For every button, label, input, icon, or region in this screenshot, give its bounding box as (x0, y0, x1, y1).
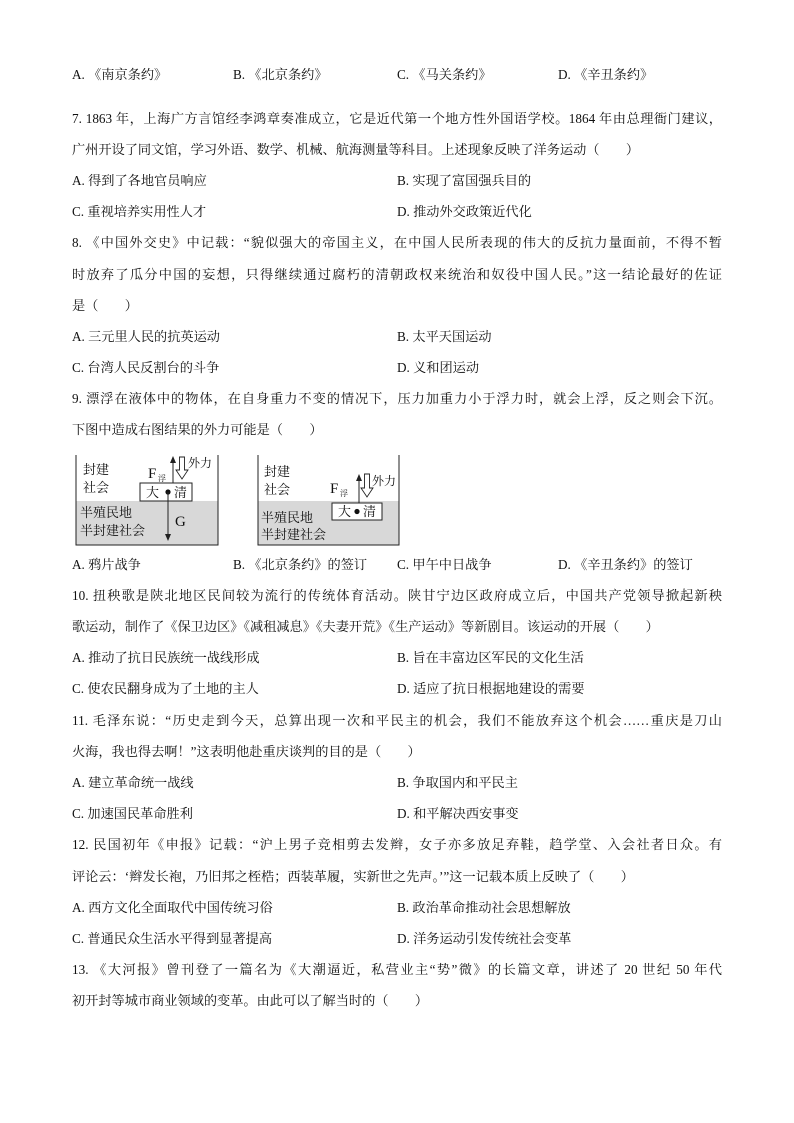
options-row (72, 767, 722, 798)
option-a: A. 鸦片战争 (72, 556, 141, 572)
option-d: D. 洋务运动引发传统社会变革 (397, 930, 572, 946)
option-c: C. 《马关条约》 (397, 67, 492, 83)
buoyancy-arrowhead (356, 474, 362, 481)
option-c: C. 普通民众生活水平得到显著提高 (72, 930, 273, 946)
option-d: D. 和平解决西安事变 (397, 806, 519, 822)
question-stem-line: 11. 毛泽东说：“历史走到今天，总算出现一次和平民主的机会，我们不能放弃这个机会……重庆是刀山 (72, 712, 722, 728)
top-label-line: 社会 (264, 482, 291, 498)
option-b: B. 太平天国运动 (397, 328, 492, 344)
option-a: A. 西方文化全面取代中国传统习俗 (72, 899, 273, 915)
option-a: A. 三元里人民的抗英运动 (72, 328, 220, 344)
option-c: C. 加速国民革命胜利 (72, 806, 193, 822)
options-row (72, 352, 722, 383)
question-stem-line: 初开封等城市商业领域的变革。由此可以了解当时的（ ） (72, 993, 429, 1009)
buoyancy-arrowhead (170, 456, 176, 463)
option-c: C. 甲午中日战争 (397, 556, 492, 572)
option-a: A. 建立革命统一战线 (72, 774, 194, 790)
option-d: D. 《辛丑条约》的签订 (558, 556, 693, 572)
options-row (72, 165, 722, 196)
bottom-label-line: 半封建社会 (80, 523, 146, 539)
question-8 (72, 227, 722, 383)
option-a: A. 推动了抗日民族统一战线形成 (72, 650, 260, 666)
question-stem-line: 12. 民国初年《申报》记载：“沪上男子竞相剪去发辫，女子亦多放足弃鞋，趋学堂、入会社者日众。有 (72, 837, 722, 853)
question-stem-line: 9. 漂浮在液体中的物体，在自身重力不变的情况下，压力加重力小于浮力时，就会上浮，反之则会下沉。 (72, 391, 722, 407)
option-b: B. 政治革命推动社会思想解放 (397, 899, 571, 915)
question-7 (72, 103, 722, 228)
options-row (72, 923, 722, 954)
exam-content (72, 59, 722, 1016)
question-stem-line: 7. 1863 年，上海广方言馆经李鸿章奏准成立，它是近代第一个地方性外国语学校。1864 年由总理衙门建议， (72, 110, 722, 126)
box-label-left: 大 (146, 485, 160, 501)
buoyancy-label: F (148, 466, 157, 483)
options-row (72, 549, 722, 580)
question-stem-line: 下图中造成右图结果的外力可能是（ ） (72, 422, 323, 438)
diagram-right (257, 455, 403, 547)
options-row (72, 321, 722, 352)
top-label-line: 封建 (264, 464, 291, 480)
option-d: D. 义和团运动 (397, 360, 480, 376)
option-a: A. 得到了各地官员响应 (72, 172, 207, 188)
question-stem-line: 评论云：‘辫发长袍，乃旧邦之桎梏；西装革履，实新世之先声。’”这一记载本质上反映了（ ） (72, 868, 634, 884)
buoyancy-subscript: 浮 (158, 474, 166, 484)
option-b: B. 争取国内和平民主 (397, 774, 518, 790)
option-b: B. 《北京条约》的签订 (233, 556, 368, 572)
options-row (72, 642, 722, 673)
question-9 (72, 383, 722, 580)
question-stem-line: 8. 《中国外交史》中记载：“貌似强大的帝国主义，在中国人民所表现的伟大的反抗力量面前，不得不暂 (72, 235, 722, 251)
question-stem-line: 10. 扭秧歌是陕北地区民间较为流行的传统体育活动。陕甘宁边区政府成立后，中国共产党领导掀起新秧 (72, 587, 722, 603)
question-10 (72, 580, 722, 705)
option-a: A. 《南京条约》 (72, 67, 168, 83)
option-d: D. 适应了抗日根据地建设的需要 (397, 681, 585, 697)
option-b: B. 实现了富国强兵目的 (397, 172, 532, 188)
box-label-right: 清 (363, 504, 377, 520)
center-dot (354, 509, 359, 514)
bottom-label-line: 半殖民地 (80, 505, 133, 521)
buoyancy-diagram (72, 446, 722, 549)
buoyancy-subscript: 浮 (340, 489, 348, 499)
question-6-options (72, 59, 722, 90)
option-b: B. 《北京条约》 (233, 67, 328, 83)
question-12 (72, 829, 722, 954)
option-d: D. 《辛丑条约》 (558, 67, 654, 83)
question-stem-line: 火海，我也得去啊！”这表明他赴重庆谈判的目的是（ ） (72, 743, 421, 759)
option-b: B. 旨在丰富边区军民的文化生活 (397, 650, 584, 666)
box-label-right: 清 (174, 485, 188, 501)
options-row (72, 892, 722, 923)
external-force-label: 外力 (372, 474, 397, 489)
bottom-label-line: 半殖民地 (261, 510, 314, 526)
question-11 (72, 705, 722, 830)
diagram-left (75, 455, 221, 547)
question-stem-line: 是（ ） (72, 297, 138, 313)
question-stem-line: 歌运动，制作了《保卫边区》《减租减息》《夫妻开荒》《生产运动》等新剧目。该运动的开展（ ） (72, 619, 659, 635)
option-d: D. 推动外交政策近代化 (397, 204, 532, 220)
question-stem-line: 时放弃了瓜分中国的妄想，只得继续通过腐朽的清朝政权来统治和奴役中国人民。”这一结论最好的佐证 (72, 266, 722, 282)
top-label-line: 社会 (83, 480, 110, 496)
top-label-line: 封建 (83, 462, 110, 478)
external-force-label: 外力 (188, 456, 213, 471)
option-c: C. 重视培养实用性人才 (72, 204, 207, 220)
external-force-arrow (176, 457, 188, 479)
option-c: C. 台湾人民反割台的斗争 (72, 360, 220, 376)
option-c: C. 使农民翻身成为了土地的主人 (72, 681, 259, 697)
question-stem-line: 13. 《大河报》曾刊登了一篇名为《大潮逼近，私营业主“势”微》的长篇文章，讲述了 20 世纪 50 年代 (72, 962, 722, 978)
question-stem-line: 广州开设了同文馆，学习外语、数学、机械、航海测量等科目。上述现象反映了洋务运动（ ） (72, 141, 640, 157)
box-label-left: 大 (338, 504, 352, 520)
options-row (72, 196, 722, 227)
options-row (72, 798, 722, 829)
gravity-label: G (175, 514, 186, 531)
buoyancy-label: F (330, 481, 339, 498)
bottom-label-line: 半封建社会 (261, 527, 327, 543)
options-row (72, 673, 722, 704)
question-13 (72, 954, 722, 1016)
